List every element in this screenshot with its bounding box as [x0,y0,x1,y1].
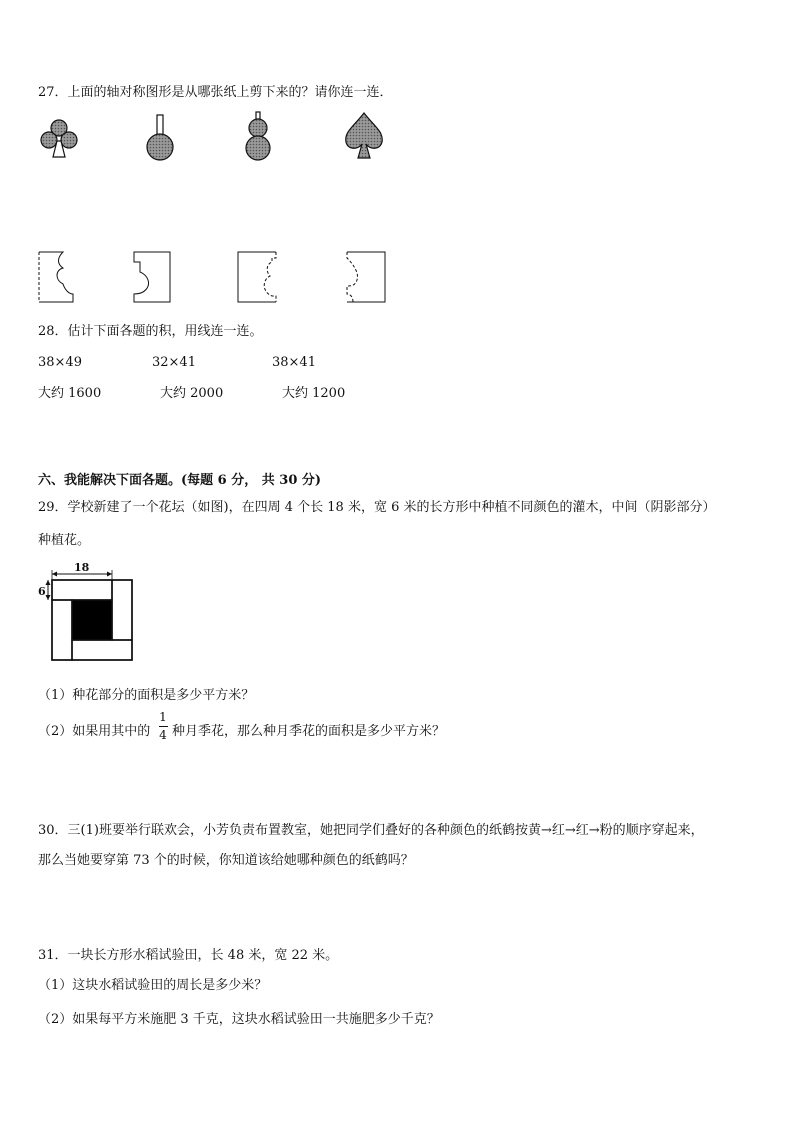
q27-title: 27．上面的轴对称图形是从哪张纸上剪下来的？请你连一连． [38,85,393,100]
half-spade-paper-icon [345,250,389,304]
q30-line-2: 那么当她要穿第 73 个的时候，你知道该给她哪种颜色的纸鹤吗？ [38,853,414,868]
length-label: 18 [74,561,90,574]
flowerbed-figure [36,561,136,664]
q29-sub-2-prefix: （2）如果用其中的 [38,724,151,739]
q28-title: 28．估计下面各题的积，用线连一连。 [38,324,263,339]
gourd-icon [240,110,276,164]
spade-icon [340,110,388,162]
q28-expression-3: 38×41 [272,355,316,370]
half-gourd-paper-icon [236,250,280,304]
q28-expression-1: 38×49 [38,355,82,370]
fraction-bar [159,726,168,727]
q31-sub-2: （2）如果每平方米施肥 3 千克，这块水稻试验田一共施肥多少千克？ [38,1012,440,1027]
q28-expression-2: 32×41 [152,355,196,370]
club-icon [36,115,82,161]
fraction-denominator: 4 [159,728,167,742]
width-label: 6 [38,585,46,598]
half-club-paper-icon [37,250,77,304]
q29-line-1: 29．学校新建了一个花坛（如图)，在四周 4 个长 18 米，宽 6 米的长方形中种植不同颜色的灌木，中间（阴影部分） [38,500,716,515]
section-heading: 六、我能解决下面各题。(每题 6 分， 共 30 分) [38,473,322,488]
q28-estimate-1: 大约 1600 [38,386,102,401]
q28-estimate-2: 大约 2000 [160,386,224,401]
shaded-center [72,600,112,640]
q31-line-1: 31．一块长方形水稻试验田，长 48 米，宽 22 米。 [38,948,339,963]
fraction-numerator: 1 [159,710,167,724]
lollipop-icon [140,113,180,163]
q29-sub-1: （1）种花部分的面积是多少平方米？ [38,688,255,703]
half-lollipop-paper-icon [132,250,174,304]
q28-estimate-3: 大约 1200 [282,386,346,401]
q29-sub-2-suffix: 种月季花，那么种月季花的面积是多少平方米？ [172,724,446,739]
q30-line-1: 30．三(1)班要举行联欢会，小芳负责布置教室，她把同学们叠好的各种颜色的纸鹤按黄→红→红→粉的顺序穿起来， [38,823,704,838]
q31-sub-1: （1）这块水稻试验田的周长是多少米？ [38,978,268,993]
q29-line-2: 种植花。 [38,533,91,548]
